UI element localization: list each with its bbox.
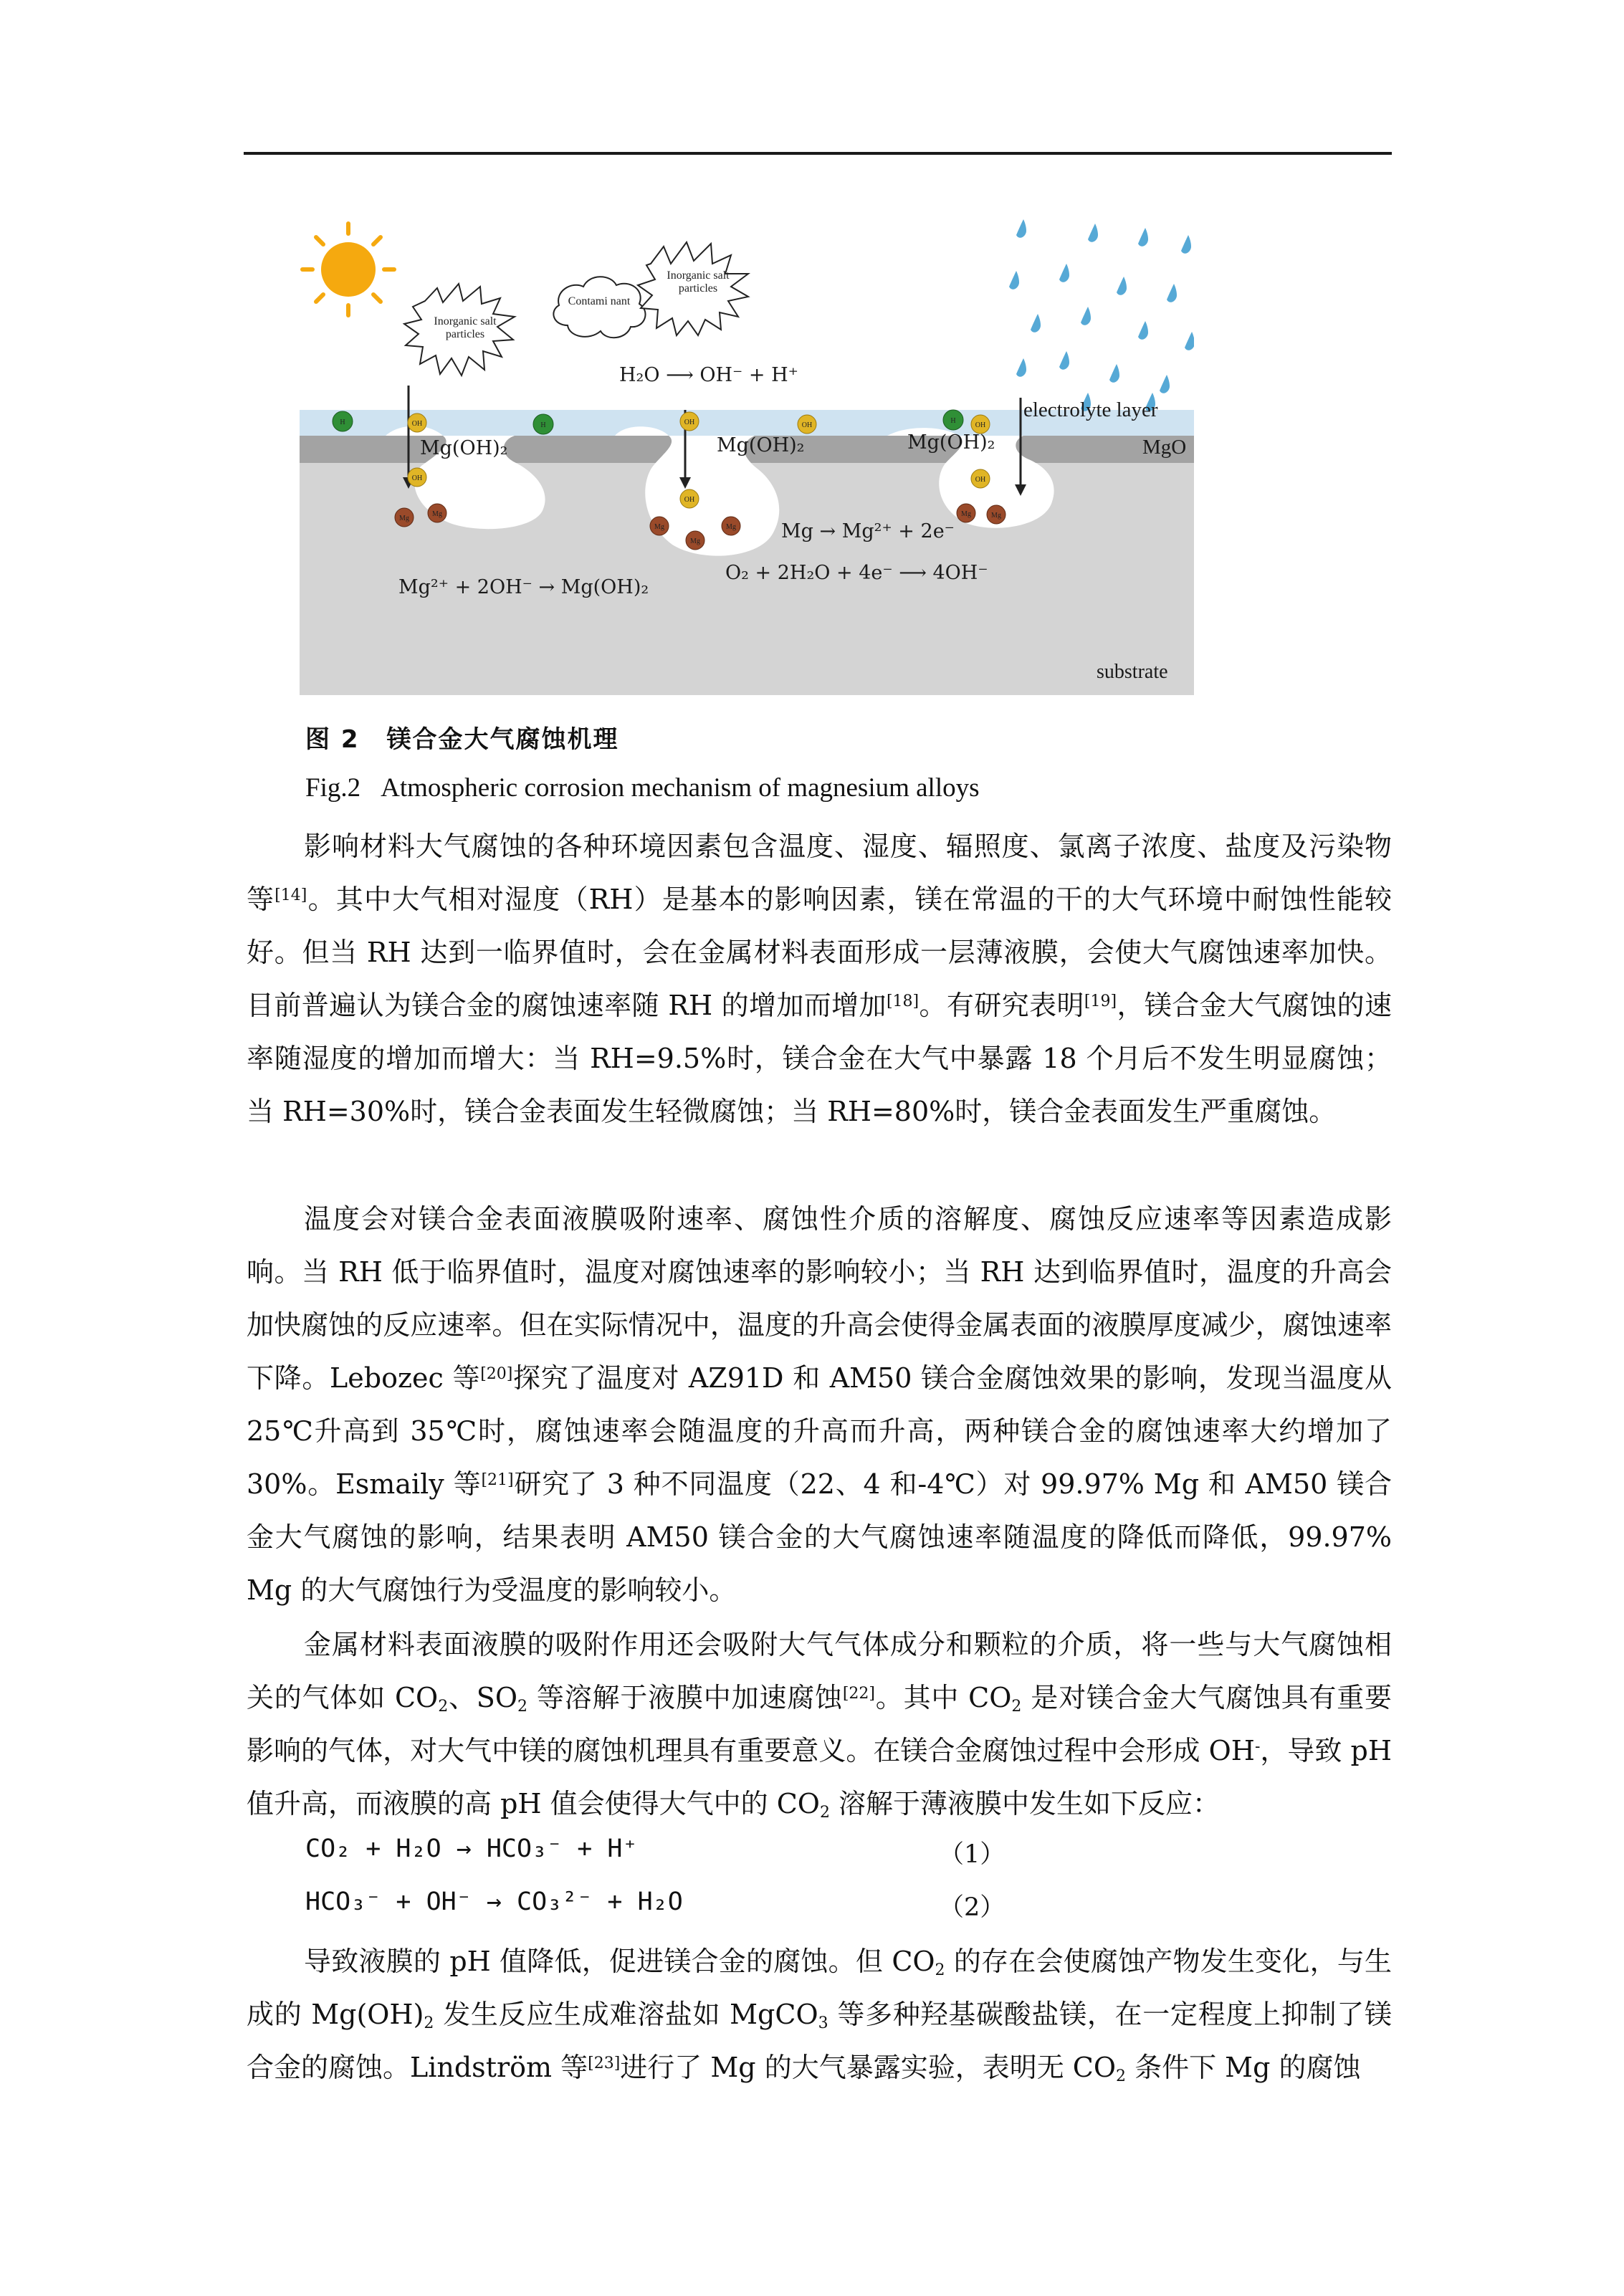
- citation: [20]: [480, 1365, 513, 1383]
- equation-2: HCO₃⁻ + OH⁻ → CO₃²⁻ + H₂O: [305, 1888, 683, 1916]
- caption-en-text: Atmospheric corrosion mechanism of magnesium alloys: [381, 773, 980, 803]
- paragraph-gases: 金属材料表面液膜的吸附作用还会吸附大气气体成分和颗粒的介质，将一些与大气腐蚀相关的气体如 $CO_2$、$SO_2$ 等溶解于液膜中加速腐蚀[22]。其中 $CO_2$ 是对镁合金大气腐蚀具有重要影响的气体，对大气中镁的腐蚀机理具有重要意义。在镁合金腐蚀过程中会形成 OH-，导致 pH 值升高，而液膜的高 pH 值会使得大气中的 $CO_2$ 溶解于薄液膜中发生如下反应：: [247, 1629, 1393, 1822]
- caption-cn-number: 图 2: [305, 725, 360, 754]
- reaction-o2: O₂ + 2H₂O + 4e⁻ ⟶ 4OH⁻: [725, 562, 988, 584]
- mg-particle-label: Mg: [654, 523, 664, 531]
- mgo-label: MgO: [1142, 436, 1187, 459]
- mgoh2-label-1: Mg(OH)₂: [420, 437, 508, 459]
- equation-1: CO₂ + H₂O → HCO₃⁻ + H⁺: [305, 1835, 638, 1863]
- citation: [22]: [842, 1685, 875, 1703]
- mgoh2-label-2: Mg(OH)₂: [717, 434, 805, 456]
- mg-particle-label: Mg: [690, 537, 700, 545]
- h-label-1: H: [340, 418, 345, 426]
- mg-particle-label: Mg: [726, 523, 736, 531]
- equation-1-number: （1）: [939, 1840, 1006, 1869]
- reaction-mg: Mg → Mg²⁺ + 2e⁻: [781, 520, 955, 542]
- equation-2-number: （2）: [939, 1893, 1006, 1922]
- oh-particle-label: OH: [684, 418, 695, 426]
- oh-particle-label: OH: [411, 420, 423, 428]
- paragraph-co2: 导致液膜的 pH 值降低，促进镁合金的腐蚀。但 $CO_2$ 的存在会使腐蚀产物发生变化，与生成的 $Mg(OH)_2$ 发生反应生成难溶盐如 MgCO$_3$ 等多种羟基碳酸盐镁，在一定程度上抑制了镁合金的腐蚀。Lindström 等[23]进行了 Mg 的大气暴露实验，表明无 $CO_2$ 条件下 Mg 的腐蚀: [247, 1946, 1392, 2085]
- reaction-water: H₂O ⟶ OH⁻ + H⁺: [619, 364, 798, 386]
- mg-particle-label: Mg: [961, 510, 971, 518]
- sun-icon: [302, 224, 394, 315]
- mg-particle-label: Mg: [399, 515, 409, 522]
- figure-caption-cn: [305, 719, 619, 755]
- salt-label-left: Inorganic salt particles: [434, 315, 497, 340]
- oh-particle-label: OH: [684, 496, 695, 504]
- caption-en-number: Fig.2: [305, 773, 361, 803]
- citation: [18]: [886, 992, 920, 1010]
- mg-particle-label: Mg: [432, 510, 442, 518]
- rain-drops: [1009, 219, 1194, 411]
- caption-cn-text: 镁合金大气腐蚀机理: [386, 725, 619, 754]
- h-label-2: H: [540, 421, 546, 429]
- figure-caption-en: [305, 772, 980, 803]
- oh-particle-label: OH: [975, 476, 986, 484]
- substrate-label: substrate: [1097, 661, 1168, 683]
- citation: [14]: [274, 886, 307, 904]
- citation: [21]: [481, 1471, 514, 1489]
- oh-particle-label: OH: [801, 421, 813, 429]
- salt-label-right: Inorganic salt particles: [667, 269, 730, 295]
- citation: [23]: [588, 2055, 621, 2072]
- header-rule: [244, 152, 1392, 155]
- h-label-3: H: [950, 417, 956, 425]
- paragraph-humidity: 影响材料大气腐蚀的各种环境因素包含温度、湿度、辐照度、氯离子浓度、盐度及污染物等[14]。其中大气相对湿度（RH）是基本的影响因素，镁在常温的干的大气环境中耐蚀性能较好。但当 RH 达到一临界值时，会在金属材料表面形成一层薄液膜，会使大气腐蚀速率加快。目前普遍认为镁合金的腐蚀速率随 RH 的增加而增加[18]。有研究表明[19]，镁合金大气腐蚀的速率随湿度的增加而增大：当 RH=9.5%时，镁合金在大气中暴露 18 个月后不发生明显腐蚀；当 RH=30%时，镁合金表面发生轻微腐蚀；当 RH=80%时，镁合金表面发生严重腐蚀。: [247, 831, 1392, 1127]
- oh-particle-label: OH: [411, 474, 423, 482]
- corrosion-mechanism-figure: [300, 208, 1194, 695]
- mg-particle-label: Mg: [991, 512, 1001, 520]
- citation: [19]: [1084, 992, 1117, 1010]
- mgoh2-label-3: Mg(OH)₂: [907, 431, 995, 454]
- electrolyte-label: electrolyte layer: [1023, 398, 1158, 421]
- reaction-mgoh: Mg²⁺ + 2OH⁻ → Mg(OH)₂: [398, 576, 649, 598]
- contaminant-label: Contami nant: [568, 295, 631, 307]
- oh-particle-label: OH: [975, 421, 986, 429]
- paragraph-temperature: 温度会对镁合金表面液膜吸附速率、腐蚀性介质的溶解度、腐蚀反应速率等因素造成影响。当 RH 低于临界值时，温度对腐蚀速率的影响较小；当 RH 达到临界值时，温度的升高会加快腐蚀的反应速率。但在实际情况中，温度的升高会使得金属表面的液膜厚度减少，腐蚀速率下降。Lebozec 等[20]探究了温度对 AZ91D 和 AM50 镁合金腐蚀效果的影响，发现当温度从 25℃升高到 35℃时，腐蚀速率会随温度的升高而升高，两种镁合金的腐蚀速率大约增加了 30%。Esmaily 等[21]研究了 3 种不同温度（22、4 和-4℃）对 99.97% Mg 和 AM50 镁合金大气腐蚀的影响，结果表明 AM50 镁合金的大气腐蚀速率随温度的降低而降低，99.97% Mg 的大气腐蚀行为受温度的影响较小。: [247, 1203, 1392, 1606]
